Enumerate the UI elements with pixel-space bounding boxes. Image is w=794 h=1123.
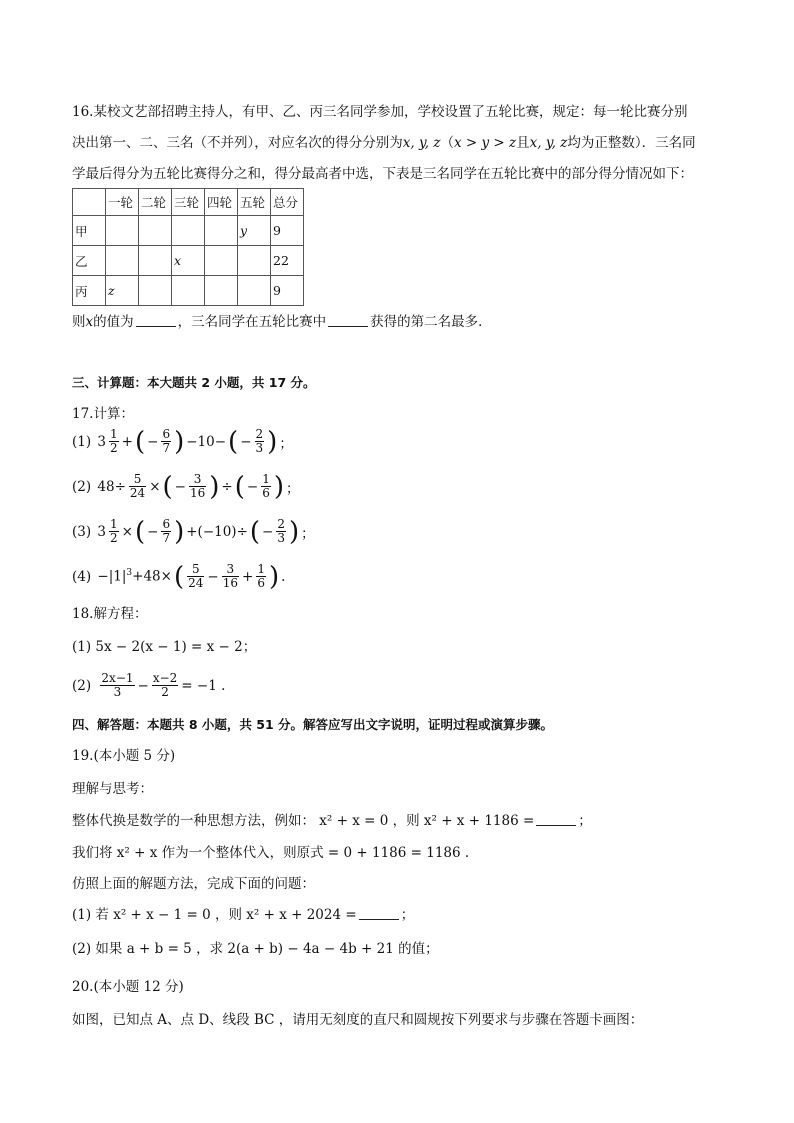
table-cell: z xyxy=(106,276,139,306)
answer-blank[interactable] xyxy=(328,313,368,327)
table-header-cell: 五轮 xyxy=(238,189,271,216)
q16-line1: 16.某校文艺部招聘主持人，有甲、乙、丙三名同学参加，学校设置了五轮比赛，规定：每一轮比赛分别 xyxy=(72,104,688,120)
q20-line1: 如图，已知点 A、点 D、线段 BC ，请用无刻度的直尺和圆规按下列要求与步骤在答题卡画图： xyxy=(72,1012,644,1028)
table-cell xyxy=(106,216,139,246)
q16-text: 且 xyxy=(516,135,530,151)
table-header-cell: 四轮 xyxy=(205,189,238,216)
fraction: $\frac{6}{7}$ xyxy=(162,517,171,545)
fraction: $\frac{x-2}{2}$ xyxy=(152,671,178,699)
q16-text: 均为正整数）．三名同 xyxy=(567,135,696,151)
q16-var: x xyxy=(85,314,94,330)
q18-part2: (2) $\frac{2x-1}{3}$ − $\frac{x-2}{2}$ = −1 . xyxy=(72,671,226,699)
table-header-row xyxy=(73,189,304,216)
section-3-heading: 三、计算题：本大题共 2 小题，共 17 分。 xyxy=(72,375,316,390)
q19-text: 整体代换是数学的一种思想方法，例如： x² + x = 0 ，则 x² + x + 1186 = xyxy=(72,813,535,829)
q18-title: 18.解方程： xyxy=(72,606,148,622)
part-label: (1) xyxy=(72,433,92,450)
answer-blank[interactable] xyxy=(536,812,576,826)
table-row xyxy=(73,216,304,246)
table-cell: 9 xyxy=(271,276,304,306)
table-cell: 甲 xyxy=(73,216,106,246)
table-header-cell: 三轮 xyxy=(172,189,205,216)
table-cell xyxy=(139,216,172,246)
table-header-cell: 一轮 xyxy=(106,189,139,216)
table-cell xyxy=(205,246,238,276)
q17-title: 17.计算： xyxy=(72,406,134,422)
q16-line3: 学最后得分为五轮比赛得分之和，得分最高者中选，下表是三名同学在五轮比赛中的部分得分情况如下： xyxy=(72,166,693,182)
fraction: $\frac{2x-1}{3}$ xyxy=(101,671,134,699)
part-label: (2) xyxy=(72,677,92,694)
q19-title: 19.(本小题 5 分) xyxy=(72,748,176,764)
q16-text: 则 xyxy=(72,314,86,330)
q19-line2 xyxy=(72,811,592,831)
fraction: $\frac{6}{7}$ xyxy=(162,427,171,455)
table-cell xyxy=(106,246,139,276)
table-row xyxy=(73,246,304,276)
answer-blank[interactable] xyxy=(136,313,176,327)
table-header-cell: 二轮 xyxy=(139,189,172,216)
fraction: $\frac{1}{2}$ xyxy=(110,517,118,545)
table-cell xyxy=(205,276,238,306)
q17-part2: (2) 48÷ $\frac{5}{24}$ × ( − $\frac{3}{16}$ ) ÷ ( − $\frac{1}{6}$ ) ； xyxy=(72,471,300,502)
answer-blank[interactable] xyxy=(359,906,399,920)
table-cell: x xyxy=(172,246,205,276)
q19-line5 xyxy=(72,905,414,925)
q19-text: ； xyxy=(578,813,592,829)
q19-text: (1) 若 x² + x − 1 = 0 ，则 x² + x + 2024 = xyxy=(72,907,357,923)
q19-line4: 仿照上面的解题方法，完成下面的问题： xyxy=(72,876,315,892)
q16-line2 xyxy=(72,133,696,153)
table-cell: 乙 xyxy=(73,246,106,276)
table-header-cell xyxy=(73,189,106,216)
fraction: $\frac{3}{16}$ xyxy=(189,472,206,500)
part-label: (3) xyxy=(72,523,92,540)
q17-part3: (3) 3 $\frac{1}{2}$ × ( − $\frac{6}{7}$ ) +(−10)÷ ( − $\frac{2}{3}$ ) ； xyxy=(72,516,315,547)
table-row xyxy=(73,276,304,306)
q16-question xyxy=(72,312,492,332)
q19-line1: 理解与思考： xyxy=(72,781,153,797)
q17-part4: (4) $-|1|^3+48\times$ ( $\frac{5}{24}$ − $\frac{3}{16}$ + $\frac{1}{6}$ ) . xyxy=(72,561,286,592)
fraction: $\frac{2}{3}$ xyxy=(255,427,264,455)
table-cell: 9 xyxy=(271,216,304,246)
fraction: $\frac{1}{2}$ xyxy=(110,427,118,455)
fraction: $\frac{1}{6}$ xyxy=(257,562,265,590)
q16-text: ，三名同学在五轮比赛中 xyxy=(177,314,327,330)
part-label: (4) xyxy=(72,568,92,585)
q19-line6: (2) 如果 a + b = 5 ，求 2(a + b) − 4a − 4b + 21 的值； xyxy=(72,941,439,957)
fraction: $\frac{1}{6}$ xyxy=(262,472,270,500)
table-cell xyxy=(238,276,271,306)
q16-text: （ xyxy=(440,135,454,151)
table-cell xyxy=(205,216,238,246)
fraction: $\frac{5}{24}$ xyxy=(129,472,146,500)
table-cell xyxy=(139,246,172,276)
table-cell: 丙 xyxy=(73,276,106,306)
q20-title: 20.(本小题 12 分) xyxy=(72,979,184,995)
table-cell: y xyxy=(238,216,271,246)
q16-text: 获得的第二名最多． xyxy=(370,314,492,330)
q19-text: ； xyxy=(400,907,415,923)
table-header-cell: 总分 xyxy=(271,189,304,216)
table-cell xyxy=(238,246,271,276)
q19-line3: 我们将 x² + x 作为一个整体代入，则原式 = 0 + 1186 = 1186 . xyxy=(72,845,470,861)
score-table xyxy=(72,188,304,306)
q16-text: 决出第一、二、三名（不并列），对应名次的得分分别为 xyxy=(72,135,403,151)
section-4-heading: 四、解答题：本题共 8 小题，共 51 分。解答应写出文字说明，证明过程或演算步骤。 xyxy=(72,717,554,732)
q16-text: 的值为 xyxy=(93,314,134,330)
table-cell: 22 xyxy=(271,246,304,276)
table-cell xyxy=(172,216,205,246)
q16-vars: x, y, z xyxy=(402,135,441,151)
fraction: $\frac{2}{3}$ xyxy=(277,517,285,545)
fraction: $\frac{3}{16}$ xyxy=(222,562,238,590)
q16-condition: x > y > z xyxy=(453,135,517,151)
part-label: (2) xyxy=(72,478,92,495)
table-cell xyxy=(139,276,172,306)
fraction: $\frac{5}{24}$ xyxy=(188,562,204,590)
q18-part1: (1) 5x − 2(x − 1) = x − 2； xyxy=(72,639,257,655)
q16-vars: x, y, z xyxy=(529,135,568,151)
q17-part1: (1) 3 $\frac{1}{2}$ + ( − $\frac{6}{7}$ ) −10− ( − $\frac{2}{3}$ ) ； xyxy=(72,426,293,457)
table-cell xyxy=(172,276,205,306)
